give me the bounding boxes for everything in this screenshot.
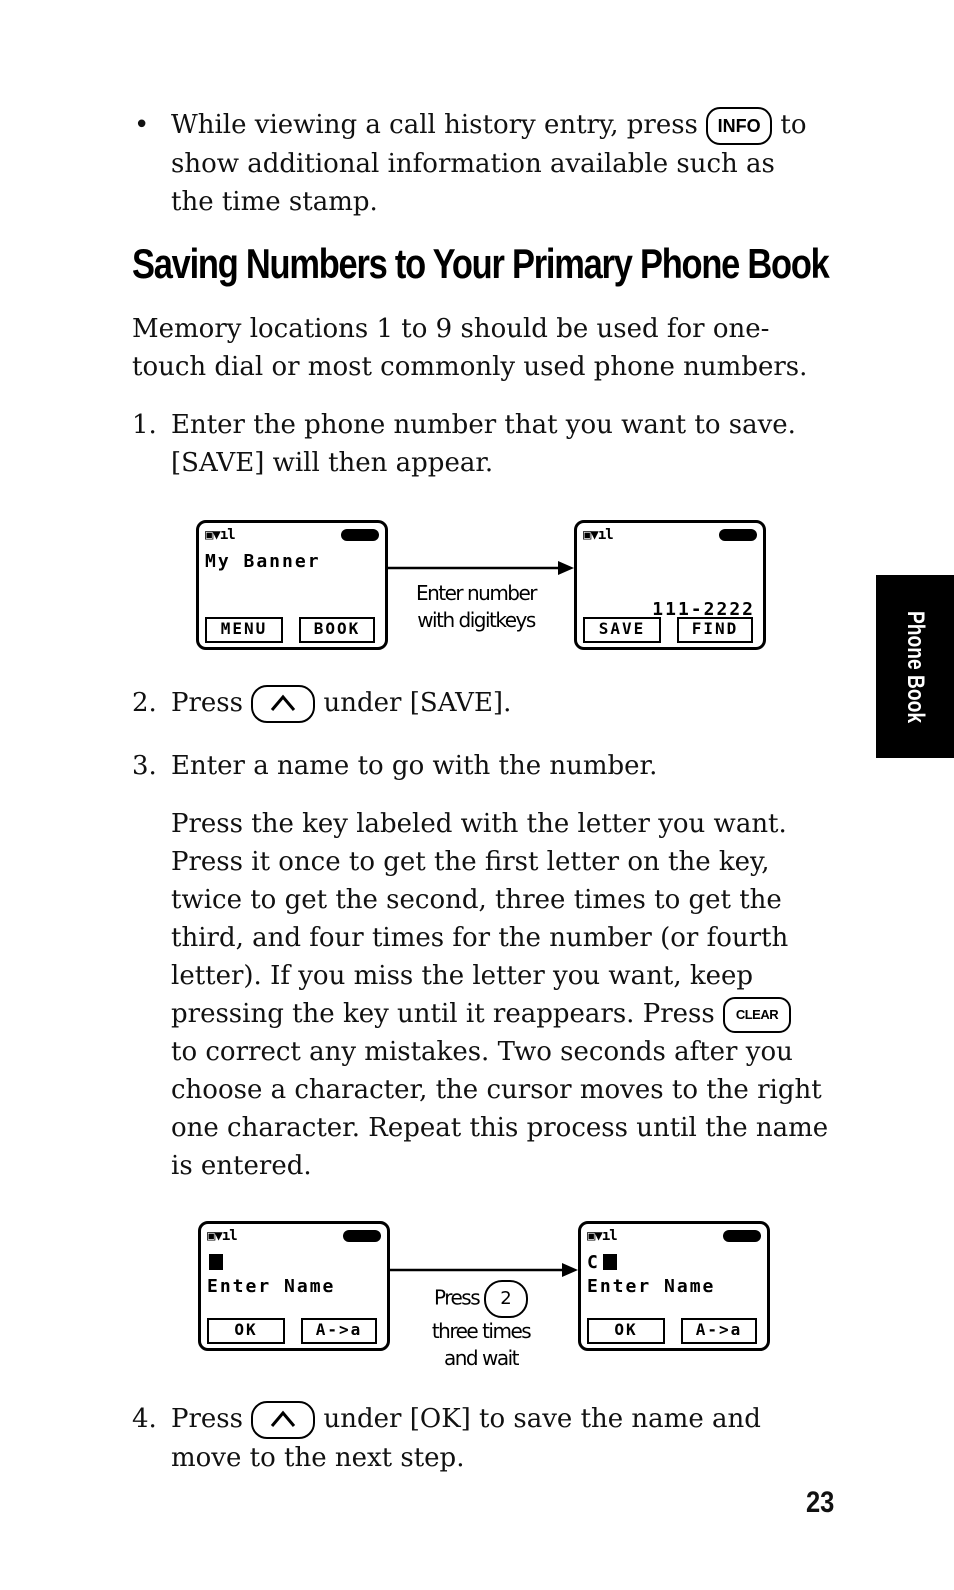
step2-after: under [SAVE]. bbox=[315, 688, 512, 718]
phone-screen-name-c bbox=[578, 1221, 770, 1351]
chapter-side-tab bbox=[876, 575, 954, 758]
diagram1-caption-line1: Enter number bbox=[415, 581, 537, 605]
softkey-save: SAVE bbox=[583, 617, 661, 643]
diagram1-caption-line2: with digitkeys bbox=[417, 608, 535, 632]
step3-p10: is entered. bbox=[171, 1151, 312, 1181]
text-cursor bbox=[209, 1254, 223, 1270]
screen-typed-char: C bbox=[587, 1252, 600, 1273]
step2-text bbox=[171, 684, 511, 723]
intro-paragraph bbox=[132, 310, 852, 386]
step4-number: 4. bbox=[132, 1404, 157, 1434]
phone-screen-enter-name bbox=[198, 1221, 390, 1351]
screen-banner-text: My Banner bbox=[205, 551, 321, 572]
step2-number: 2. bbox=[132, 688, 157, 718]
screen-enter-name-text: Enter Name bbox=[587, 1276, 716, 1297]
step3-p8: choose a character, the cursor moves to the right bbox=[171, 1075, 822, 1105]
bullet-line3: the time stamp. bbox=[171, 187, 378, 217]
softkey-case: A->a bbox=[681, 1318, 757, 1344]
intro-line1: Memory locations 1 to 9 should be used for one- bbox=[132, 314, 770, 344]
signal-icon: ▣▼ıl bbox=[583, 527, 613, 543]
softkey-book: BOOK bbox=[299, 617, 375, 643]
diagram2-caption bbox=[406, 1280, 556, 1372]
step1-text bbox=[171, 406, 851, 482]
bullet-symbol: • bbox=[134, 110, 150, 140]
battery-icon bbox=[723, 1230, 761, 1242]
bullet-line2: show additional information available such as bbox=[171, 149, 775, 179]
page-number: 23 bbox=[806, 1486, 835, 1519]
clear-key-icon: CLEAR bbox=[723, 997, 791, 1033]
bullet-line1-before: While viewing a call history entry, press bbox=[171, 110, 707, 140]
step1-line1: Enter the phone number that you want to save. bbox=[171, 410, 796, 440]
diagram1-caption bbox=[396, 580, 556, 634]
softkey-case: A->a bbox=[301, 1318, 377, 1344]
phone-screen-idle bbox=[196, 520, 388, 650]
step3-paragraph bbox=[171, 805, 851, 1185]
softkey-ok: OK bbox=[207, 1318, 285, 1344]
digit-2-key-icon: 2 bbox=[484, 1280, 528, 1318]
step1-line2: [SAVE] will then appear. bbox=[171, 448, 494, 478]
up-softkey-icon bbox=[251, 685, 315, 723]
diagram2-caption-line3: and wait bbox=[444, 1346, 518, 1370]
info-key-icon: INFO bbox=[706, 107, 772, 145]
chapter-side-tab-label: Phone Book bbox=[902, 610, 929, 723]
bullet-text bbox=[171, 106, 851, 221]
step4-after: under [OK] to save the name and bbox=[315, 1404, 761, 1434]
battery-icon bbox=[719, 529, 757, 541]
step2-before: Press bbox=[171, 688, 252, 718]
step3-p9: one character. Repeat this process until the name bbox=[171, 1113, 829, 1143]
step3-p7: to correct any mistakes. Two seconds after you bbox=[171, 1037, 793, 1067]
softkey-menu: MENU bbox=[205, 617, 283, 643]
step3-number: 3. bbox=[132, 751, 157, 781]
screen-number-text: 111-2222 bbox=[652, 599, 755, 620]
up-softkey-icon bbox=[251, 1401, 315, 1439]
softkey-ok: OK bbox=[587, 1318, 665, 1344]
section-heading: Saving Numbers to Your Primary Phone Book bbox=[132, 240, 829, 287]
diagram1-arrow bbox=[386, 560, 576, 580]
battery-icon bbox=[343, 1230, 381, 1242]
screen-enter-name-text: Enter Name bbox=[207, 1276, 336, 1297]
step3-p6: pressing the key until it reappears. Press bbox=[171, 999, 723, 1029]
signal-icon: ▣▼ıl bbox=[207, 1228, 237, 1244]
step3-line1: Enter a name to go with the number. bbox=[171, 751, 658, 781]
intro-line2: touch dial or most commonly used phone numbers. bbox=[132, 352, 808, 382]
step3-p1: Press the key labeled with the letter you want. bbox=[171, 809, 787, 839]
step3-p2: Press it once to get the first letter on the key, bbox=[171, 847, 770, 877]
step3-p3: twice to get the second, three times to get the bbox=[171, 885, 782, 915]
battery-icon bbox=[341, 529, 379, 541]
diagram2-arrow bbox=[388, 1262, 580, 1282]
step3-p5: letter). If you miss the letter you want, keep bbox=[171, 961, 754, 991]
text-cursor bbox=[603, 1254, 617, 1270]
bullet-line1-after: to bbox=[772, 110, 807, 140]
step3-p4: third, and four times for the number (or fourth bbox=[171, 923, 789, 953]
signal-icon: ▣▼ıl bbox=[587, 1228, 617, 1244]
diagram2-caption-line2: three times bbox=[431, 1319, 531, 1343]
diagram2-caption-line1: Press bbox=[434, 1285, 480, 1310]
step4-before: Press bbox=[171, 1404, 252, 1434]
step4-line2: move to the next step. bbox=[171, 1443, 465, 1473]
signal-icon: ▣▼ıl bbox=[205, 527, 235, 543]
softkey-find: FIND bbox=[677, 617, 753, 643]
step1-number: 1. bbox=[132, 410, 157, 440]
phone-screen-number bbox=[574, 520, 766, 650]
step4-text bbox=[171, 1400, 851, 1477]
